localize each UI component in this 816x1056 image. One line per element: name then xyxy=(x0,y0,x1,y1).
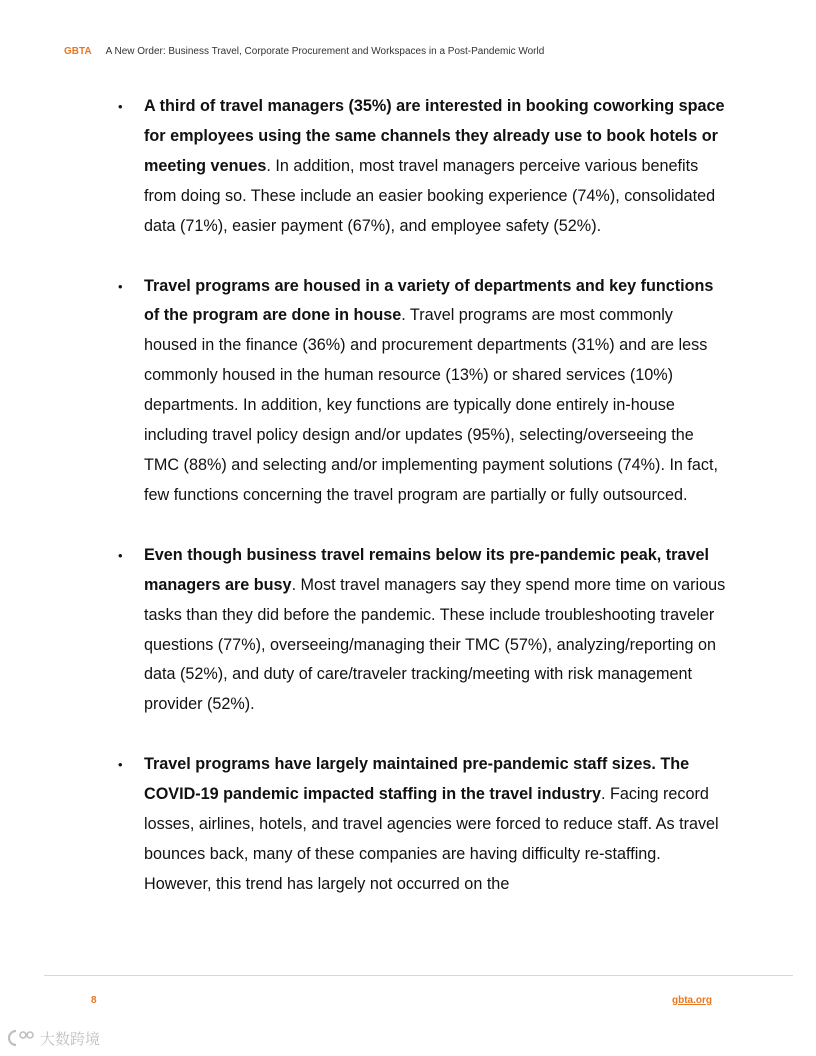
bullet-lead-bold: Travel programs are housed in a variety of departments and key functions of the program are done in house xyxy=(144,276,714,325)
bullet-body: . Most travel managers say they spend more time on various tasks than they did before the pandemic. These include troubleshooting traveler questions (77%), overseeing/managing their TMC (57%), analyzing/reporting on data (52%), and duty of care/traveler tracking/meeting with risk management provider (52%). xyxy=(144,575,726,714)
gbta-website-link[interactable]: gbta.org xyxy=(672,995,712,1006)
list-item xyxy=(118,750,730,900)
bullet-body: . In addition, most travel managers perceive various benefits from doing so. These include an easier booking experience (74%), consolidated data (71%), easier payment (67%), and employee safety (52%). xyxy=(144,156,716,235)
watermark xyxy=(6,1027,100,1049)
page-number: 8 xyxy=(91,995,97,1006)
bullet-body: . Facing record losses, airlines, hotels, and travel agencies were forced to reduce staff. As travel bounces back, many of these companies are having difficulty re-staffing. However, this trend has largely not occurred on the xyxy=(144,785,719,893)
list-item xyxy=(118,92,730,242)
bullet-icon: • xyxy=(118,99,123,114)
bullet-lead-bold: A third of travel managers (35%) are interested in booking coworking space for employees using the same channels they already use to book hotels or meeting venues xyxy=(144,97,725,175)
list-item xyxy=(118,541,730,720)
bullet-icon: • xyxy=(118,278,123,294)
bullet-body: . Travel programs are most commonly housed in the finance (36%) and procurement departments (31%) and are less commonly housed in the human resource (13%) or shared services (10%) departments. In addition, key functions are typically done entirely in-house including travel policy design and/or updates (95%), selecting/overseeing the TMC (88%) and selecting and/or implementing payment solutions (74%). In fact, few functions concerning the travel program are partially or fully outsourced. xyxy=(144,306,719,504)
watermark-text: 大数跨境 xyxy=(40,1030,101,1048)
bullet-icon: • xyxy=(118,757,123,773)
footer-divider xyxy=(44,975,793,976)
bullet-lead-bold: Travel programs have largely maintained pre-pandemic staff sizes. The COVID-19 pandemic impacted staffing in the travel industry xyxy=(144,755,690,804)
running-header xyxy=(64,46,544,60)
key-findings-list xyxy=(118,92,730,900)
header-document-title: A New Order: Business Travel, Corporate Procurement and Workspaces in a Post-Pandemic World xyxy=(105,46,545,57)
bullet-icon: • xyxy=(118,547,123,563)
list-item xyxy=(118,272,730,511)
bullet-lead-bold: Even though business travel remains below its pre-pandemic peak, travel managers are busy xyxy=(144,545,709,594)
logo-mark-icon xyxy=(6,1028,36,1048)
header-brand: GBTA xyxy=(64,46,92,57)
